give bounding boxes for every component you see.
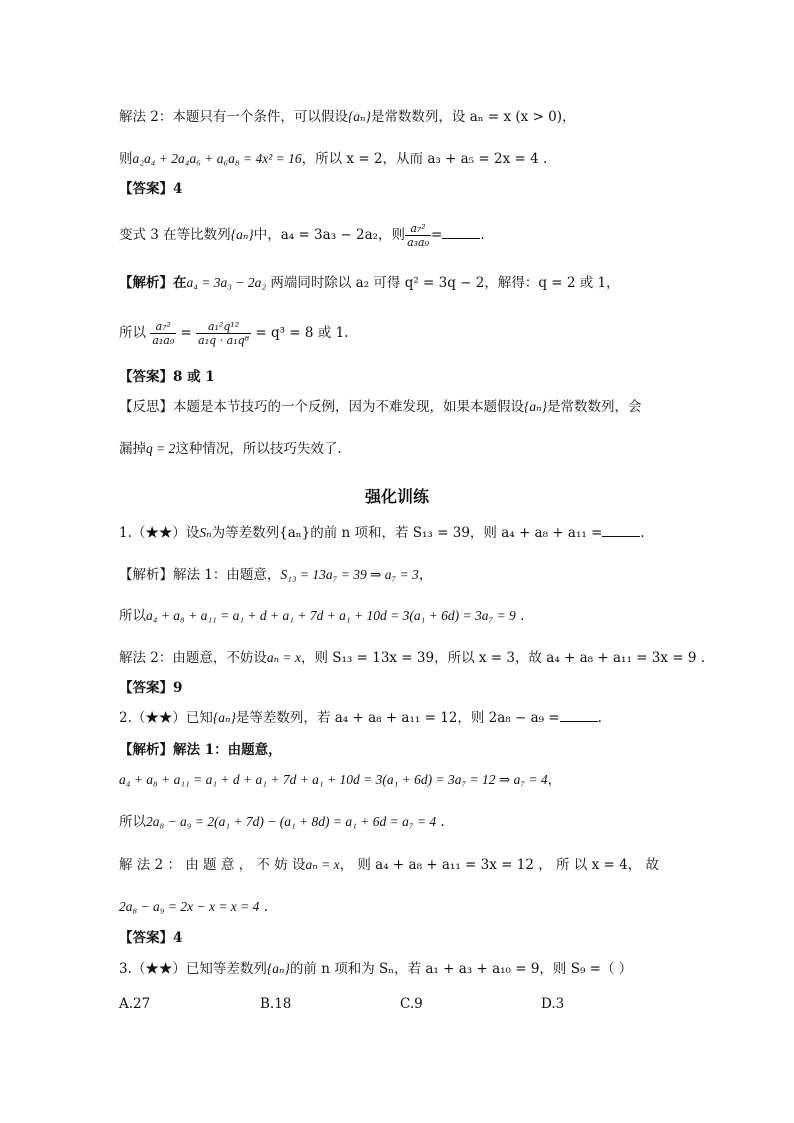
text-line (119, 813, 445, 831)
line-text: ， (418, 567, 433, 583)
line-text: = q³ = 8 或 1. (251, 325, 349, 341)
math-expr: aₙ = x (266, 650, 301, 665)
choice-b: B.18 (260, 996, 292, 1012)
line-text: ，所以 x = 2，从而 a₃ + a₅ = 2x = 4 . (301, 151, 548, 167)
line-text: 所以 (119, 814, 146, 830)
question-line: 1.（★★）设Sₙ为等差数列{aₙ}的前 n 项和，若 S₁₃ = 39，则 a₄ + a₈ + a₁₁ = . (119, 525, 645, 541)
line-text: 【解析】在 (119, 275, 187, 291)
text-line (119, 440, 342, 458)
answer-blank (560, 709, 598, 722)
text-line (119, 150, 547, 168)
line-text: 两端同时除以 a₂ 可得 q² = 3q − 2，解得：q = 2 或 1， (266, 275, 620, 291)
answer-line: 【答案】4 (119, 930, 183, 946)
line-text: 1.（★★）设 (119, 525, 200, 541)
choice-c: C.9 (400, 996, 423, 1012)
text-line (119, 856, 659, 874)
text-line (119, 898, 268, 916)
math-expr: 2a₈ − a₉ = 2(a₁ + 7d) − (a₁ + 8d) = a₁ + 6d = a₇ = 4 (146, 814, 437, 829)
math-expr: q = 2 (146, 441, 176, 456)
answer-blank (442, 226, 480, 239)
line-text: . (515, 608, 525, 624)
line-text: 则 (119, 151, 133, 167)
fraction: $\frac{\text{a₇²}}{\text{a₃a₉}}$ (407, 222, 429, 249)
answer-line: 【答案】9 (119, 680, 183, 696)
math-expr: aₙ = x (305, 857, 340, 872)
choice-d: D.3 (541, 996, 565, 1012)
line-text: 变式 3 在等比数列 (119, 227, 231, 243)
line-text: 这种情况，所以技巧失效了. (175, 441, 342, 457)
answer-line: 【答案】4 (119, 181, 183, 197)
line-text: 漏掉 (119, 441, 146, 457)
text-line (119, 566, 432, 584)
line-text: 解法 2：由题意，不妨设 (119, 650, 267, 666)
line-text: 2.（★★）已知 (119, 710, 213, 726)
line-text: ，则 S₁₃ = 13x = 39，所以 x = 3，故 a₄ + a₈ + a₁₁ = 3x = 9 . (300, 650, 706, 666)
question-line (119, 960, 632, 978)
line-text: 解 法 2 ： 由 题 意 ， 不 妨 设 (119, 857, 306, 873)
question-line: 2.（★★）已知{aₙ}是等差数列，若 a₄ + a₈ + a₁₁ = 12，则 2a₈ − a₉ = . (119, 710, 602, 726)
line-text: 是常数数列，设 aₙ = x (x > 0)， (370, 109, 576, 125)
line-text: 【解析】解法 1：由题意， (119, 567, 281, 583)
text-line (119, 607, 524, 625)
math-expr: Sₙ (199, 525, 212, 540)
text-line (119, 771, 561, 789)
text-line: 所以 $\frac{\text{a₇²}}{\text{a₁a₉}}$ = $\frac{\text{a₁²q¹²}}{\text{a₁q · a₁q⁸}}$ = q³ = 8 或 1. (119, 320, 349, 347)
line-text: . (436, 814, 445, 830)
line-text: 所以 (119, 608, 146, 624)
line-text: 3.（★★）已知等差数列 (119, 961, 267, 977)
math-expr: a₄ + a₈ + a₁₁ = a₁ + d + a₁ + 7d + a₁ + 10d = 3(a₁ + 6d) = 3a₇ = 9 (146, 608, 516, 623)
math-expr: a₂a₄ + 2a₄a₆ + a₆a₈ = 4x² = 16 (132, 151, 302, 166)
line-text: 解法 2：本题只有一个条件，可以假设 (119, 109, 348, 125)
math-expr: 2a₈ − a₉ = 2x − x = x = 4 (119, 899, 260, 914)
line-text: 是等差数列，若 a₄ + a₈ + a₁₁ = 12，则 2a₈ − a₉ = (235, 710, 560, 726)
text-line: 变式 3 在等比数列{aₙ}中，a₄ = 3a₃ − 2a₂，则 $\frac{\text{a₇²}}{\text{a₃a₉}}$ = . (119, 222, 485, 249)
line-text: . (259, 899, 269, 915)
line-text: 为等差数列{aₙ}的前 n 项和，若 S₁₃ = 39，则 a₄ + a₈ + a₁₁ = (211, 525, 603, 541)
line-text: 是常数数列，会 (547, 399, 642, 415)
answer-blank (602, 524, 640, 537)
math-expr: {aₙ} (347, 109, 371, 124)
math-expr: {aₙ} (524, 399, 548, 414)
text-line (119, 274, 620, 292)
fraction: $\frac{\text{a₇²}}{\text{a₁a₉}}$ (152, 320, 175, 347)
math-expr: {aₙ} (266, 961, 290, 976)
choice-a: A.27 (119, 996, 151, 1012)
math-expr: a₄ + a₈ + a₁₁ = a₁ + d + a₁ + 7d + a₁ + 10d = 3(a₁ + 6d) = 3a₇ = 12 ⇒ a₇ = 4 (119, 772, 548, 787)
line-text: 的前 n 项和为 Sₙ，若 a₁ + a₃ + a₁₀ = 9，则 S₉ =（ ） (289, 961, 633, 977)
math-expr: {aₙ} (212, 710, 236, 725)
text-line: 【解析】解法 1：由题意， (119, 742, 282, 758)
math-expr: S₁₃ = 13a₇ = 39 ⇒ a₇ = 3 (280, 567, 419, 582)
math-expr: a₄ = 3a₃ − 2a₂ (186, 275, 267, 290)
fraction: $\frac{\text{a₁²q¹²}}{\text{a₁q · a₁q⁸}}$ (198, 320, 250, 347)
answer-line: 【答案】8 或 1 (119, 369, 215, 385)
line-text: 【反思】本题是本节技巧的一个反例，因为不难发现，如果本题假设 (119, 399, 524, 415)
line-text: 中，a₄ = 3a₃ − 2a₂，则 (253, 227, 406, 243)
text-line (119, 108, 576, 126)
line-text: 所以 (119, 325, 146, 341)
text-line (119, 398, 642, 416)
line-text: ， 则 a₄ + a₈ + a₁₁ = 3x = 12 ， 所 以 x = 4， 故 (339, 857, 659, 873)
text-line (119, 649, 705, 667)
line-text: ， (547, 772, 562, 788)
section-heading: 强化训练 (364, 487, 429, 506)
math-expr: {aₙ} (230, 227, 254, 242)
